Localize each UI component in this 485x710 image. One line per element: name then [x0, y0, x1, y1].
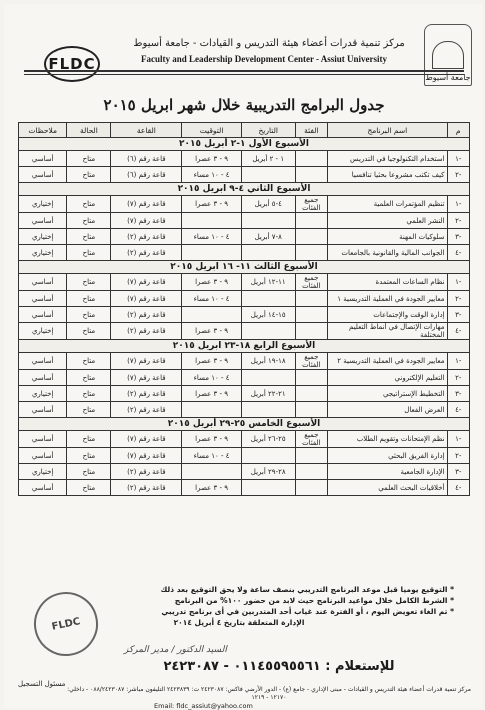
- table-row: [19, 370, 470, 386]
- table-row: [19, 213, 470, 229]
- inquiry-phones: ٠١١٤٥٥٩٥٥٦١ - ٢٤٢٣٠٨٧: [163, 659, 321, 674]
- table-row: [19, 291, 470, 307]
- cell-notes: إختياري: [19, 464, 67, 480]
- cell-hall: قاعة رقم (٦): [111, 167, 182, 183]
- cell-time: ٤ - ١٠ مساء: [182, 291, 242, 307]
- cell-status: متاح: [67, 274, 111, 291]
- cell-status: متاح: [67, 402, 111, 418]
- center-name-english: Faculty and Leadership Development Center - Assiut University: [140, 54, 388, 64]
- cell-time: ٤ - ١٠ مساء: [182, 167, 242, 183]
- cell-program: معايير الجودة في العملية التدريسية ١: [328, 291, 447, 307]
- cell-hall: قاعة رقم (٢): [111, 229, 182, 245]
- table-row: [19, 431, 470, 448]
- cell-num: -٢: [447, 167, 469, 183]
- cell-audience: [295, 402, 328, 418]
- cell-date: [241, 448, 295, 464]
- cell-time: [182, 213, 242, 229]
- col-status: الحالة: [67, 123, 111, 138]
- cell-program: الإدارة الجامعية: [328, 464, 447, 480]
- cell-time: ٤ - ١٠ مساء: [182, 229, 242, 245]
- header-divider: [24, 70, 464, 75]
- cell-time: [182, 464, 242, 480]
- cell-date: ١ - ٢ أبريل: [241, 151, 295, 167]
- cell-date: ٢٨-٢٩ أبريل: [241, 464, 295, 480]
- table-row: [19, 307, 470, 323]
- cell-hall: قاعة رقم (٢): [111, 402, 182, 418]
- cell-date: ٢١-٢٢ أبريل: [241, 386, 295, 402]
- cell-program: التخطيط الإستراتيجي: [328, 386, 447, 402]
- table-row: [19, 323, 470, 340]
- col-notes: ملاحظات: [19, 123, 67, 138]
- cell-time: ٩ - ٣ عصرا: [182, 353, 242, 370]
- note-absence: * تم الغاء تعويض اليوم ، أو الفترة عند غياب أحد المتدربين في أى برنامج تدريبي: [161, 607, 454, 616]
- cell-program: تنظيم المؤتمرات العلمية: [328, 196, 447, 213]
- cell-status: متاح: [67, 229, 111, 245]
- cell-notes: إختياري: [19, 196, 67, 213]
- cell-audience: [295, 213, 328, 229]
- cell-hall: قاعة رقم (٢): [111, 245, 182, 261]
- cell-status: متاح: [67, 480, 111, 496]
- cell-date: ٤-٥ أبريل: [241, 196, 295, 213]
- inquiry-label: للإستعلام :: [325, 659, 395, 674]
- inquiry-line: [114, 659, 444, 674]
- table-row: [19, 480, 470, 496]
- cell-num: -١: [447, 196, 469, 213]
- cell-num: -٤: [447, 402, 469, 418]
- cell-notes: أساسي: [19, 213, 67, 229]
- week-header-row: [19, 138, 470, 151]
- cell-program: النشر العلمي: [328, 213, 447, 229]
- table-row: [19, 229, 470, 245]
- cell-date: [241, 291, 295, 307]
- cell-audience: [295, 167, 328, 183]
- cell-program: إدارة الوقت والإجتماعات: [328, 307, 447, 323]
- cell-num: -٣: [447, 307, 469, 323]
- cell-audience: [295, 245, 328, 261]
- note-admin-date: الإدارة المتعلقة بتاريخ ٤ أبريل ٢٠١٤: [173, 618, 305, 627]
- cell-notes: إختياري: [19, 229, 67, 245]
- cell-hall: قاعة رقم (٧): [111, 431, 182, 448]
- cell-num: -٢: [447, 370, 469, 386]
- col-num: م: [447, 123, 469, 138]
- cell-status: متاح: [67, 245, 111, 261]
- cell-time: ٩ - ٣ عصرا: [182, 151, 242, 167]
- cell-notes: إختياري: [19, 245, 67, 261]
- cell-date: ٨-٧ أبريل: [241, 229, 295, 245]
- cell-num: -١: [447, 431, 469, 448]
- center-stamp: FLDC: [28, 586, 104, 662]
- cell-status: متاح: [67, 386, 111, 402]
- cell-audience: [295, 323, 328, 340]
- table-header-row: [19, 123, 470, 138]
- cell-audience: [295, 464, 328, 480]
- dome-icon: [432, 41, 464, 69]
- table-row: [19, 448, 470, 464]
- cell-status: متاح: [67, 464, 111, 480]
- cell-num: -٤: [447, 245, 469, 261]
- cell-program: أخلاقيات البحث العلمي: [328, 480, 447, 496]
- week-header-row: [19, 340, 470, 353]
- note-signing: * التوقيع يوميا قبل موعد البرنامج التدريبي بنصف ساعة ولا يحق التوقيع بعد ذلك: [160, 585, 454, 594]
- cell-num: -٢: [447, 448, 469, 464]
- schedule-table: [18, 122, 470, 496]
- cell-hall: قاعة رقم (٧): [111, 353, 182, 370]
- week-header-row: [19, 261, 470, 274]
- cell-hall: قاعة رقم (٧): [111, 196, 182, 213]
- week-label: الأسبوع الأول ١-٢ أبريل ٢٠١٥: [19, 138, 470, 151]
- cell-time: [182, 307, 242, 323]
- cell-hall: قاعة رقم (٧): [111, 370, 182, 386]
- cell-num: -٤: [447, 323, 469, 340]
- cell-program: معايير الجودة في العملية التدريسية ٢: [328, 353, 447, 370]
- cell-time: ٩ - ٣ عصرا: [182, 196, 242, 213]
- cell-date: ١١-١٢ أبريل: [241, 274, 295, 291]
- cell-time: ٩ - ٣ عصرا: [182, 386, 242, 402]
- cell-notes: أساسي: [19, 370, 67, 386]
- cell-date: [241, 370, 295, 386]
- cell-date: [241, 167, 295, 183]
- cell-notes: أساسي: [19, 307, 67, 323]
- cell-time: ٩ - ٣ عصرا: [182, 480, 242, 496]
- page-title: جدول البرامج التدريبية خلال شهر ابريل ٢٠١٥: [103, 96, 385, 114]
- cell-audience: جميع الفئات: [295, 196, 328, 213]
- col-program: اسم البرنامج: [328, 123, 447, 138]
- cell-notes: أساسي: [19, 480, 67, 496]
- cell-date: [241, 213, 295, 229]
- week-label: الأسبوع الرابع ١٨-٢٣ ابريل ٢٠١٥: [19, 340, 470, 353]
- cell-status: متاح: [67, 307, 111, 323]
- cell-notes: إختياري: [19, 386, 67, 402]
- cell-program: الجوانب المالية والقانونية بالجامعات: [328, 245, 447, 261]
- week-label: الأسبوع الثاني ٤-٩ ابريل ٢٠١٥: [19, 183, 470, 196]
- cell-hall: قاعة رقم (٢): [111, 386, 182, 402]
- fldc-logo: FLDC: [44, 46, 100, 82]
- cell-program: العرض الفعال: [328, 402, 447, 418]
- table-row: [19, 245, 470, 261]
- cell-num: -٣: [447, 464, 469, 480]
- cell-program: نظام الساعات المعتمدة: [328, 274, 447, 291]
- cell-hall: قاعة رقم (٧): [111, 213, 182, 229]
- cell-program: استخدام التكنولوجيا في التدريس: [328, 151, 447, 167]
- cell-time: ٤ - ١٠ مساء: [182, 370, 242, 386]
- cell-notes: أساسي: [19, 448, 67, 464]
- cell-time: ٩ - ٣ عصرا: [182, 274, 242, 291]
- cell-program: سلوكيات المهنة: [328, 229, 447, 245]
- cell-notes: أساسي: [19, 353, 67, 370]
- cell-date: ١٥-١٤ أبريل: [241, 307, 295, 323]
- table-row: [19, 402, 470, 418]
- table-row: [19, 274, 470, 291]
- cell-status: متاح: [67, 213, 111, 229]
- cell-time: [182, 245, 242, 261]
- table-row: [19, 151, 470, 167]
- signature: السيد الدكتور / مدير المركز: [124, 645, 227, 655]
- cell-num: -١: [447, 274, 469, 291]
- university-logo: [424, 24, 472, 86]
- cell-program: كيف تكتب مشروعا بحثيا تنافسيا: [328, 167, 447, 183]
- cell-notes: أساسي: [19, 167, 67, 183]
- cell-num: -١: [447, 151, 469, 167]
- cell-time: ٤ - ١٠ مساء: [182, 448, 242, 464]
- cell-audience: جميع الفئات: [295, 353, 328, 370]
- cell-num: -٣: [447, 229, 469, 245]
- cell-date: [241, 480, 295, 496]
- cell-audience: [295, 386, 328, 402]
- cell-status: متاح: [67, 323, 111, 340]
- email: Email: fldc_assiut@yahoo.com: [154, 702, 253, 710]
- cell-audience: [295, 229, 328, 245]
- table-row: [19, 464, 470, 480]
- cell-notes: أساسي: [19, 291, 67, 307]
- cell-num: -٣: [447, 386, 469, 402]
- address: مركز تنمية قدرات أعضاء هيئة التدريس و القيادات - مبنى الإداري - جامع (ع) - الدور الأرضي فاكس: ٢٤٢٣٠٨٧ ت: ٢٤٢٣٨٣٩ التليفون مباشر: ٠٨٨/٢٤٢٣٠٨٧ - داخلي: ١٢١٧٠ - ١٢١٩: [67, 686, 471, 701]
- cell-hall: قاعة رقم (٢): [111, 464, 182, 480]
- university-logo-text: جامعة أسيوط: [425, 73, 471, 82]
- document-page: [4, 4, 482, 710]
- letterhead: [4, 4, 482, 84]
- cell-status: متاح: [67, 151, 111, 167]
- cell-status: متاح: [67, 353, 111, 370]
- cell-program: نظم الإمتحانات وتقويم الطلاب: [328, 431, 447, 448]
- cell-num: -٢: [447, 291, 469, 307]
- footer-notes: [24, 584, 454, 628]
- cell-time: ٩ - ٣ عصرا: [182, 431, 242, 448]
- cell-hall: قاعة رقم (٢): [111, 480, 182, 496]
- cell-audience: جميع الفئات: [295, 431, 328, 448]
- cell-notes: إختياري: [19, 323, 67, 340]
- cell-date: [241, 245, 295, 261]
- table-row: [19, 196, 470, 213]
- cell-hall: قاعة رقم (٢): [111, 307, 182, 323]
- registrar-label: مسئول التسجيل: [18, 680, 66, 688]
- cell-hall: قاعة رقم (٦): [111, 151, 182, 167]
- cell-date: [241, 402, 295, 418]
- cell-status: متاح: [67, 431, 111, 448]
- cell-audience: [295, 151, 328, 167]
- center-name-arabic: مركز تنمية قدرات أعضاء هيئة التدريس و القيادات - جامعة أسيوط: [133, 38, 405, 49]
- week-header-row: [19, 183, 470, 196]
- cell-notes: أساسي: [19, 402, 67, 418]
- col-hall: القاعة: [111, 123, 182, 138]
- table-row: [19, 167, 470, 183]
- cell-status: متاح: [67, 448, 111, 464]
- table-row: [19, 353, 470, 370]
- cell-status: متاح: [67, 370, 111, 386]
- cell-notes: أساسي: [19, 274, 67, 291]
- cell-status: متاح: [67, 167, 111, 183]
- cell-audience: [295, 291, 328, 307]
- cell-audience: [295, 448, 328, 464]
- cell-hall: قاعة رقم (٧): [111, 274, 182, 291]
- cell-program: مهارات الإتصال في أنماط التعليم المختلفة: [328, 323, 447, 340]
- cell-num: -٢: [447, 213, 469, 229]
- cell-date: ٢٥-٢٦ أبريل: [241, 431, 295, 448]
- cell-notes: أساسي: [19, 151, 67, 167]
- cell-status: متاح: [67, 196, 111, 213]
- cell-num: -١: [447, 353, 469, 370]
- cell-date: [241, 323, 295, 340]
- cell-audience: [295, 480, 328, 496]
- cell-time: [182, 402, 242, 418]
- cell-date: ١٨-١٩ أبريل: [241, 353, 295, 370]
- cell-time: ٩ - ٣ عصرا: [182, 323, 242, 340]
- cell-program: التعليم الإلكتروني: [328, 370, 447, 386]
- table-row: [19, 386, 470, 402]
- cell-num: -٤: [447, 480, 469, 496]
- col-audience: الفئة: [295, 123, 328, 138]
- cell-audience: [295, 370, 328, 386]
- col-date: التاريخ: [241, 123, 295, 138]
- week-header-row: [19, 418, 470, 431]
- cell-hall: قاعة رقم (٧): [111, 291, 182, 307]
- week-label: الأسبوع الثالث ١١- ١٦ ابريل ٢٠١٥: [19, 261, 470, 274]
- cell-audience: [295, 307, 328, 323]
- note-attendance: * الشرط الكامل خلال مواعيد البرنامج حيث لابد من حضور ١٠٠% من البرنامج: [174, 596, 454, 605]
- col-time: التوقيت: [182, 123, 242, 138]
- cell-hall: قاعة رقم (٢): [111, 323, 182, 340]
- schedule-body: [19, 138, 470, 496]
- week-label: الأسبوع الخامس ٢٥-٢٩ أبريل ٢٠١٥: [19, 418, 470, 431]
- cell-audience: جميع الفئات: [295, 274, 328, 291]
- cell-status: متاح: [67, 291, 111, 307]
- cell-hall: قاعة رقم (٧): [111, 448, 182, 464]
- cell-notes: أساسي: [19, 431, 67, 448]
- cell-program: إدارة الفريق البحثي: [328, 448, 447, 464]
